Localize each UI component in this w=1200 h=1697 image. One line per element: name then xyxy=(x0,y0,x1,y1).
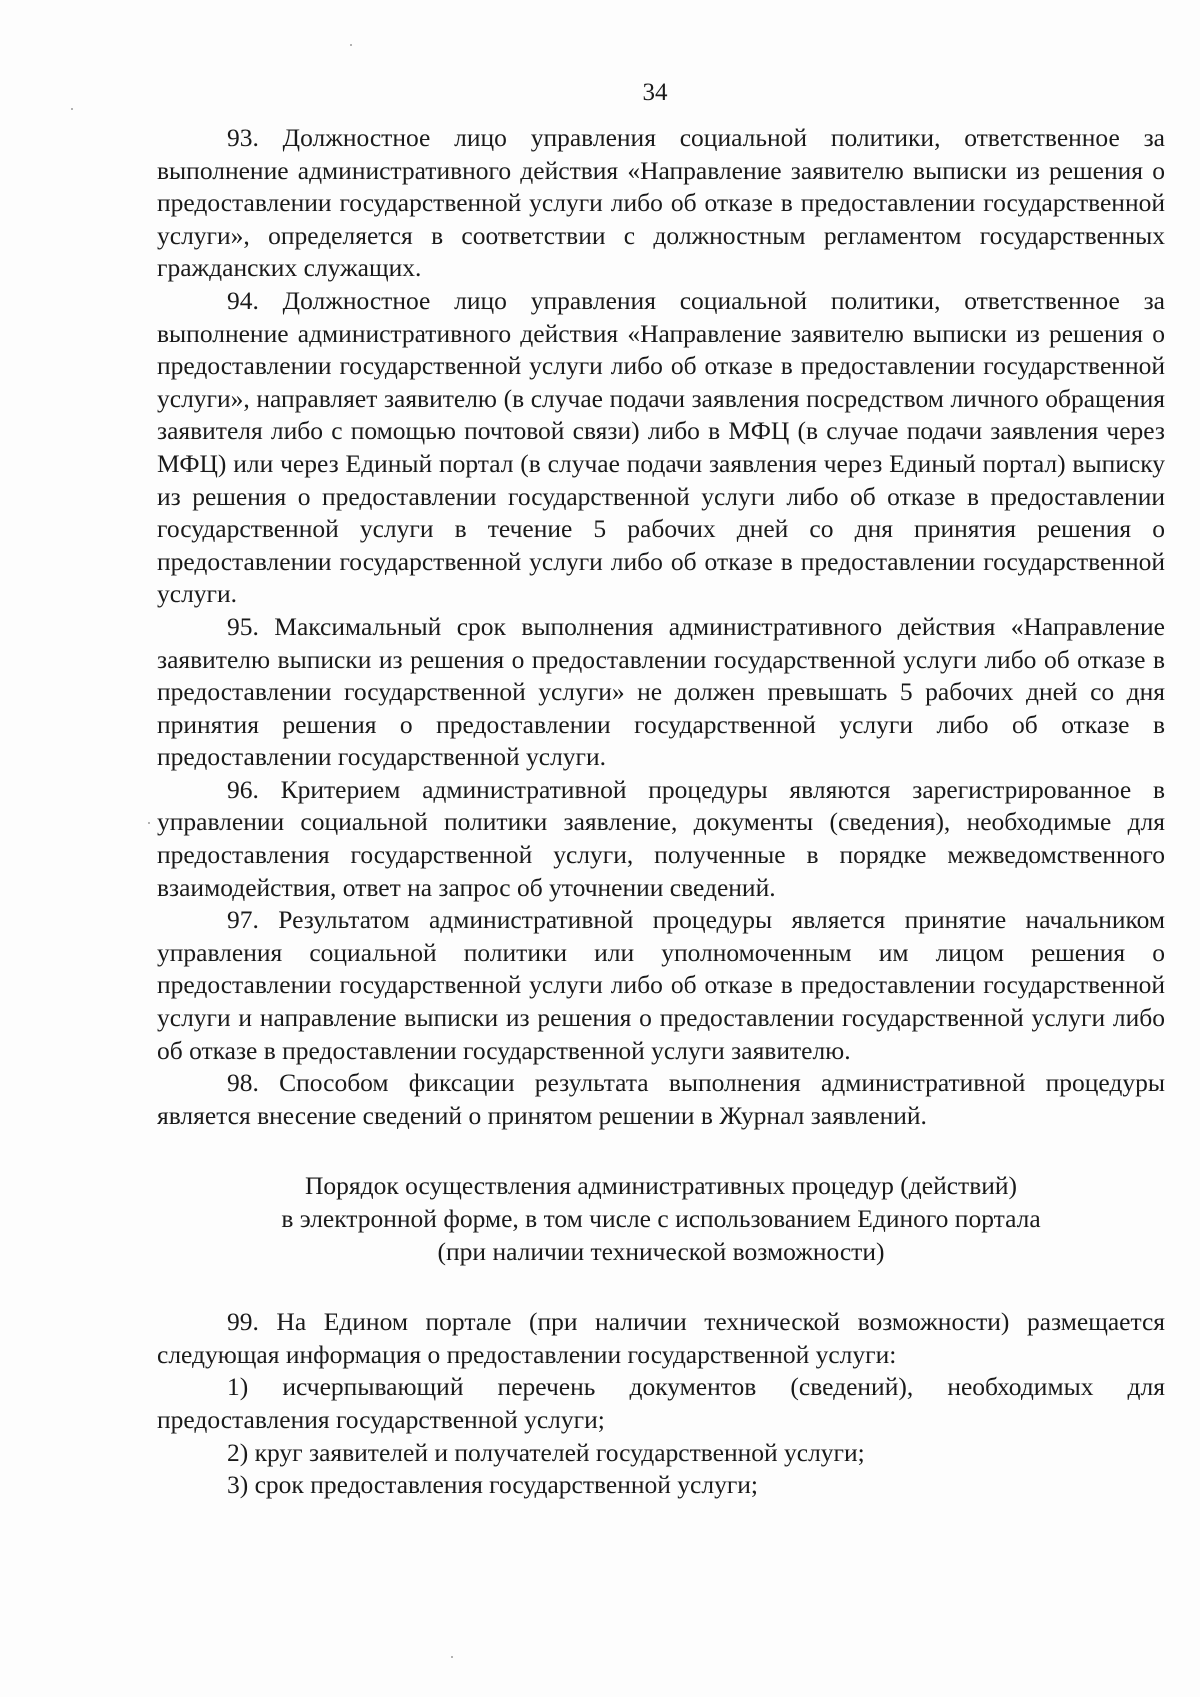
section-heading-line-1: Порядок осуществления административных процедур (действий) xyxy=(304,1171,1018,1201)
paragraph-97: 97. Результатом административной процедуры является принятие начальником управления социальной политики или уполномоченным им лицом решения о предоставлении государственной услуги либо об отказе в предоставлении государственной услуги и направление выписки из решения о предоставлении государственной услуги либо об отказе в предоставлении государственной услуги заявителю. xyxy=(157,905,1165,1065)
section-heading-line-2: в электронной форме, в том числе с использованием Единого портала xyxy=(281,1204,1041,1233)
paragraph-96: 96. Критерием административной процедуры являются зарегистрированное в управлении социальной политики заявление, документы (сведения), необходимые для предоставления государственной услуги, полученные в порядке межведомственного взаимодействия, ответ на запрос об уточнении сведений. xyxy=(157,774,1165,902)
page-number: 34 xyxy=(642,79,668,106)
list-item-2: 2) круг заявителей и получателей государственной услуги; xyxy=(227,1437,865,1467)
scan-speck xyxy=(350,44,352,46)
section-heading-line-3: (при наличии технической возможности) xyxy=(437,1236,885,1266)
paragraph-98: 98. Способом фиксации результата выполнения административной процедуры является внесение сведений о принятом решении в Журнал заявлений. xyxy=(157,1068,1165,1130)
paragraph-99: 99. На Едином портале (при наличии технической возможности) размещается следующая информация о предоставлении государственной услуги: xyxy=(157,1307,1165,1369)
scan-speck xyxy=(148,822,150,824)
document-body xyxy=(157,122,1165,1502)
section-heading xyxy=(157,1170,1165,1268)
list-item-1: 1) исчерпывающий перечень документов (сведений), необходимых для предоставления государственной услуги; xyxy=(157,1372,1165,1434)
paragraph-95: 95. Максимальный срок выполнения административного действия «Направление заявителю выписки из решения о предоставлении государственной услуги либо об отказе в предоставлении государственной услуги» не должен превышать 5 рабочих дней со дня принятия решения о предоставлении государственной услуги либо об отказе в предоставлении государственной услуги. xyxy=(157,611,1165,772)
paragraph-93: 93. Должностное лицо управления социальной политики, ответственное за выполнение административного действия «Направление заявителю выписки из решения о предоставлении государственной услуги либо об отказе в предоставлении государственной услуги», определяется в соответствии с должностным регламентом государственных гражданских служащих. xyxy=(157,123,1165,283)
scan-speck xyxy=(71,108,73,110)
list-item-3: 3) срок предоставления государственной услуги; xyxy=(227,1470,759,1500)
paragraph-94: 94. Должностное лицо управления социальной политики, ответственное за выполнение административного действия «Направление заявителю выписки из решения о предоставлении государственной услуги либо об отказе в предоставлении государственной услуги», направляет заявителю (в случае подачи заявления посредством личного обращения заявителя либо с помощью почтовой связи) либо в МФЦ (в случае подачи заявления через МФЦ) или через Единый портал (в случае подачи заявления через Единый портал) выписку из решения о предоставлении государственной услуги либо об отказе в предоставлении государственной услуги в течение 5 рабочих дней со дня принятия решения о предоставлении государственной услуги либо об отказе в предоставлении государственной услуги. xyxy=(157,285,1165,609)
scan-speck xyxy=(451,1656,453,1658)
